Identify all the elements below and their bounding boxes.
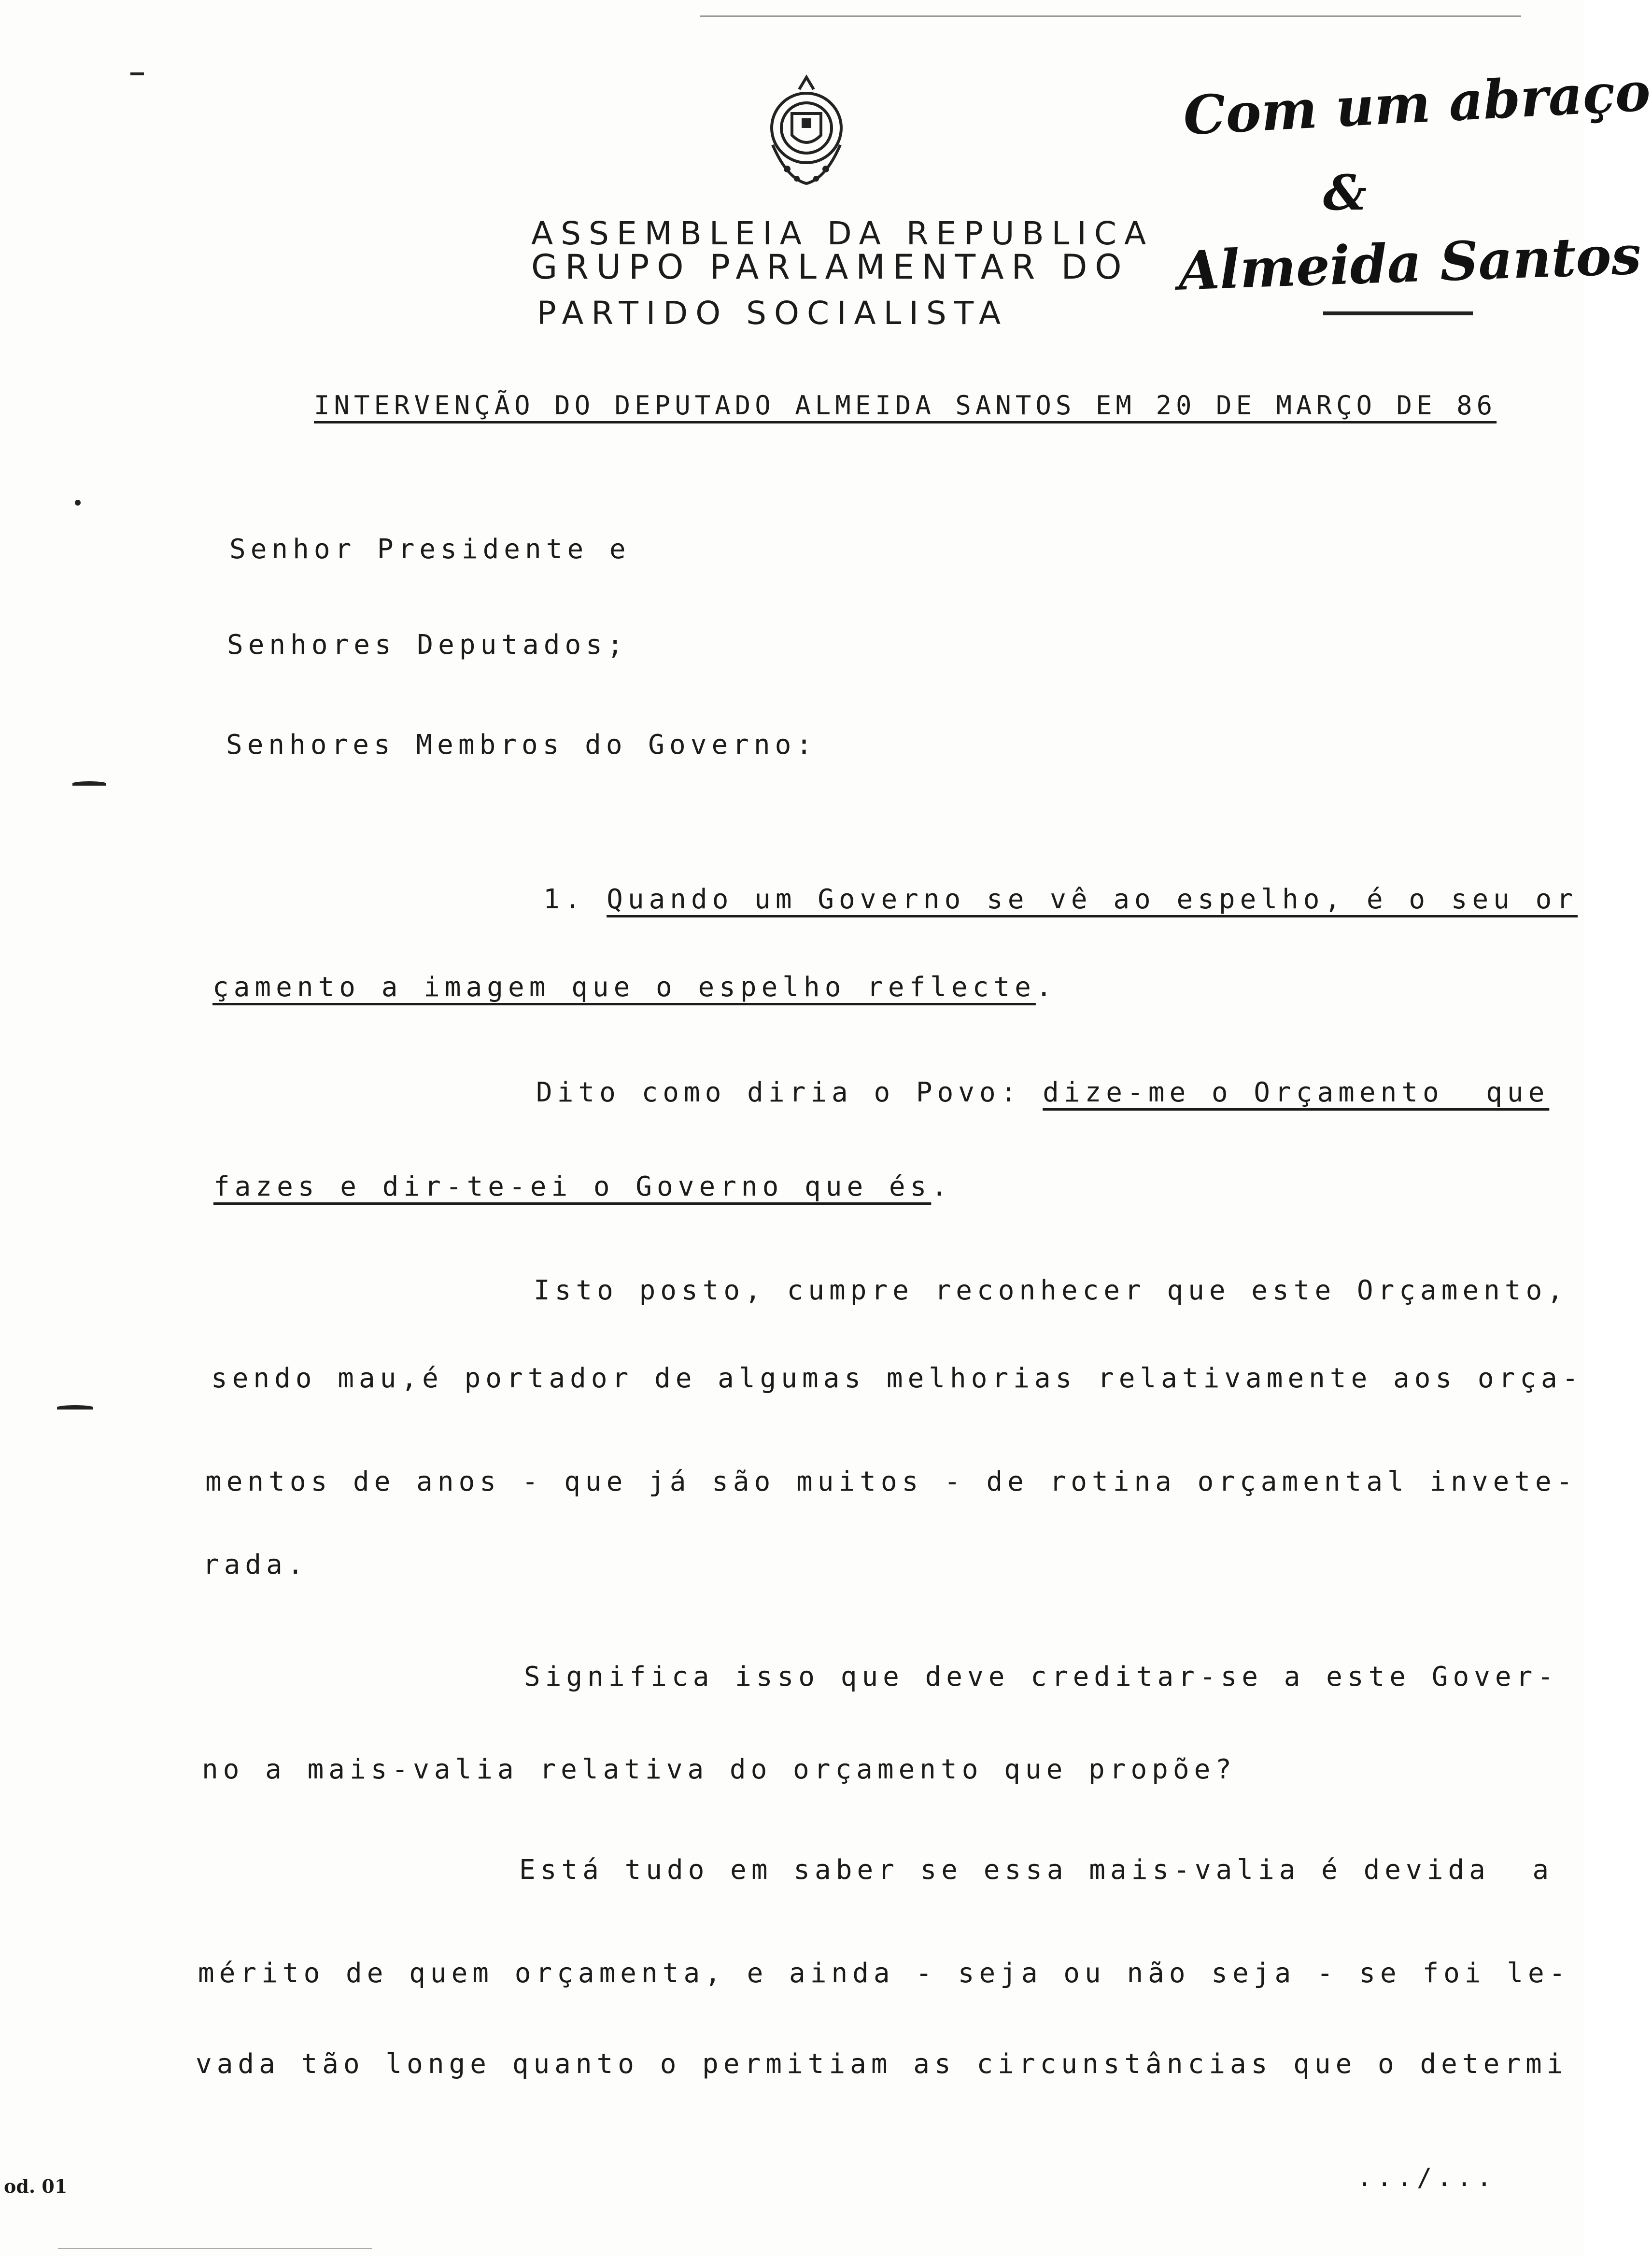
letterhead-line-3: PARTIDO SOCIALISTA (537, 295, 1009, 332)
paragraph-2-line-1 (536, 1077, 1549, 1108)
handwritten-signature: Almeida Santos (1177, 224, 1642, 302)
scan-edge-top (700, 15, 1521, 17)
punctuation: . (931, 1171, 953, 1202)
form-code: od. 01 (4, 2175, 68, 2197)
punctuation: . (1035, 972, 1057, 1003)
salutation-line-1: Senhor Presidente e (229, 534, 631, 565)
letterhead-line-2: GRUPO PARLAMENTAR DO (531, 247, 1130, 287)
coat-of-arms-emblem (753, 72, 860, 193)
margin-mark (75, 500, 81, 506)
margin-mark (130, 72, 144, 75)
paragraph-3-line-1: Isto posto, cumpre reconhecer que este Orçamento, (534, 1275, 1568, 1306)
paragraph-3-line-2: sendo mau,é portador de algumas melhorias relativamente aos orça- (211, 1363, 1583, 1394)
paragraph-number: 1. (543, 884, 607, 915)
scan-edge-bottom (58, 2248, 372, 2249)
handwritten-note-line-2: & (1323, 164, 1367, 221)
paragraph-5-line-3: vada tão longe quanto o permitiam as circunstâncias que o determi (196, 2048, 1568, 2080)
salutation-line-3: Senhores Membros do Governo: (226, 729, 818, 761)
underlined-text: çamento a imagem que o espelho reflecte (212, 972, 1036, 1003)
paragraph-1-line-1 (543, 884, 1578, 915)
continuation-mark: .../... (1357, 2163, 1497, 2192)
salutation-line-2: Senhores Deputados; (227, 629, 628, 661)
page-title: INTERVENÇÃO DO DEPUTADO ALMEIDA SANTOS EM 20 DE MARÇO DE 86 (314, 390, 1497, 421)
paragraph-3-line-4: rada. (203, 1549, 309, 1580)
paragraph-4-line-2: no a mais-valia relativa do orçamento que propõe? (202, 1754, 1237, 1785)
signature-underline (1323, 311, 1473, 315)
paragraph-4-line-1: Significa isso que deve creditar-se a este Gover- (524, 1661, 1559, 1692)
underlined-text: fazes e dir-te-ei o Governo que és (213, 1171, 932, 1202)
handwritten-note-line-1: Com um abraço (1182, 60, 1652, 147)
underlined-text: dize-me o Orçamento que (1043, 1077, 1550, 1108)
paragraph-3-line-3: mentos de anos - que já são muitos - de rotina orçamental invete- (205, 1466, 1578, 1497)
plain-text: Dito como diria o Povo: (536, 1077, 1043, 1108)
paragraph-5-line-2: mérito de quem orçamenta, e ainda - seja ou não seja - se foi le- (198, 1958, 1570, 1989)
paragraph-2-line-2 (213, 1171, 952, 1202)
margin-mark (72, 781, 106, 786)
paragraph-1-line-2 (212, 972, 1057, 1003)
letterhead-line-1: ASSEMBLEIA DA REPUBLICA (531, 215, 1154, 252)
underlined-text: Quando um Governo se vê ao espelho, é o seu or (607, 884, 1578, 915)
margin-mark (57, 1405, 93, 1410)
paragraph-5-line-1: Está tudo em saber se essa mais-valia é devida a (519, 1854, 1554, 1886)
